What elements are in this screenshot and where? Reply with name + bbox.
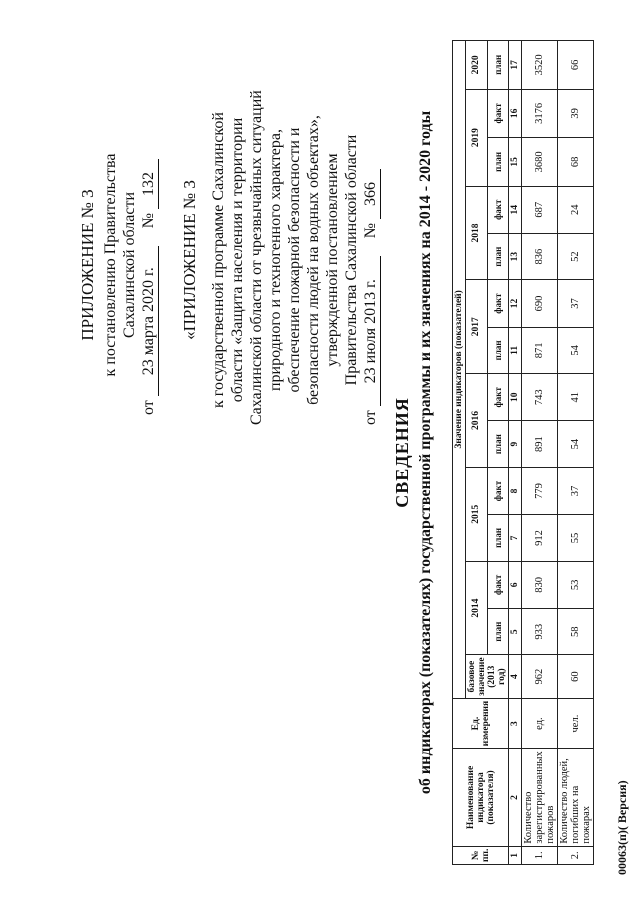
table-row — [522, 41, 558, 865]
row-value: 3176 — [522, 89, 558, 138]
row-value: 779 — [522, 467, 558, 514]
appendix-2-line: Сахалинской области от чрезвычайных ситуаций — [248, 90, 265, 425]
row-value: 68 — [558, 138, 594, 187]
header-fact: факт — [487, 467, 509, 514]
column-number: 14 — [509, 186, 522, 233]
header-plan: план — [487, 41, 509, 90]
header-plan: план — [487, 327, 509, 373]
row-value: 39 — [558, 89, 594, 138]
row-value: 54 — [558, 327, 594, 373]
column-number: 11 — [509, 327, 522, 373]
column-number: 16 — [509, 89, 522, 138]
row-value: 3680 — [522, 138, 558, 187]
appendix-1-block — [78, 115, 159, 415]
row-value: 55 — [558, 515, 594, 561]
table-row — [558, 41, 594, 865]
column-number: 10 — [509, 374, 522, 421]
row-value: 690 — [522, 280, 558, 327]
appendix-2-date-line — [361, 95, 381, 425]
header-year: 2017 — [466, 280, 488, 374]
header-values: Значение индикаторов (показателей) — [453, 41, 466, 699]
document-subtitle: об индикаторах (показателях) государственной программы и их значениях на 2014 - 2020 годы — [417, 110, 434, 795]
appendix-1-title: ПРИЛОЖЕНИЕ № 3 — [78, 189, 97, 341]
appendix-2-line: Правительства Сахалинской области — [343, 134, 360, 386]
row-value: 836 — [522, 233, 558, 279]
column-number: 13 — [509, 233, 522, 279]
row-name: Количество зарегистрированных пожаров — [522, 749, 558, 846]
row-unit: чел. — [558, 698, 594, 748]
row-num: 1. — [522, 846, 558, 864]
header-fact: факт — [487, 374, 509, 421]
row-value: 54 — [558, 421, 594, 467]
column-number-row — [509, 41, 522, 865]
row-value: 37 — [558, 280, 594, 327]
appendix-2-number: 366 — [361, 169, 381, 219]
document-title: СВЕДЕНИЯ — [392, 397, 412, 508]
header-num: № пп. — [453, 846, 509, 864]
appendix-2-line: природного и техногенного характера, — [267, 128, 284, 392]
column-number: 2 — [509, 749, 522, 846]
appendix-1-number: 132 — [139, 159, 159, 209]
column-number: 6 — [509, 561, 522, 608]
appendix-2-line: к государственной программе Сахалинской — [210, 112, 227, 408]
row-value: 24 — [558, 186, 594, 233]
table-header-row — [453, 41, 466, 865]
row-value: 871 — [522, 327, 558, 373]
column-number: 17 — [509, 41, 522, 90]
header-plan: план — [487, 421, 509, 467]
header-base: базовое значение (2013 год) — [466, 655, 509, 698]
row-base: 60 — [558, 655, 594, 698]
column-number: 8 — [509, 467, 522, 514]
row-value: 66 — [558, 41, 594, 90]
row-value: 912 — [522, 515, 558, 561]
header-year: 2015 — [466, 467, 488, 561]
header-fact: факт — [487, 561, 509, 608]
appendix-2-title: «ПРИЛОЖЕНИЕ № 3 — [180, 180, 199, 340]
appendix-2-block — [180, 90, 381, 425]
column-number: 7 — [509, 515, 522, 561]
row-name: Количество людей, погибших на пожарах — [558, 749, 594, 846]
appendix-2-line: безопасности людей на водных объектах», — [305, 115, 322, 405]
appendix-1-line1: к постановлению Правительства — [102, 153, 119, 377]
header-year: 2019 — [466, 89, 488, 186]
row-num: 2. — [558, 846, 594, 864]
header-year: 2016 — [466, 374, 488, 468]
row-value: 933 — [522, 608, 558, 654]
row-value: 41 — [558, 374, 594, 421]
appendix-1-line2: Сахалинской области — [121, 191, 138, 339]
column-number: 12 — [509, 280, 522, 327]
header-fact: факт — [487, 280, 509, 327]
column-number: 9 — [509, 421, 522, 467]
document-heading — [392, 0, 435, 905]
header-unit: Ед. измерения — [453, 698, 509, 748]
header-plan: план — [487, 138, 509, 187]
column-number: 5 — [509, 608, 522, 654]
row-value: 53 — [558, 561, 594, 608]
column-number: 4 — [509, 655, 522, 698]
row-value: 743 — [522, 374, 558, 421]
appendix-2-num-label: № — [362, 222, 379, 239]
version-footer: 00063(п)( Версия) — [615, 780, 629, 875]
column-number: 1 — [509, 846, 522, 864]
header-fact: факт — [487, 89, 509, 138]
header-year: 2018 — [466, 186, 488, 280]
header-year: 2014 — [466, 561, 488, 655]
row-unit: ед. — [522, 698, 558, 748]
header-year: 2020 — [466, 41, 488, 90]
appendix-2-line: утвержденной постановлением — [324, 153, 341, 367]
header-fact: факт — [487, 186, 509, 233]
row-value: 37 — [558, 467, 594, 514]
row-value: 687 — [522, 186, 558, 233]
header-plan: план — [487, 608, 509, 654]
row-value: 891 — [522, 421, 558, 467]
row-value: 58 — [558, 608, 594, 654]
appendix-1-date-line — [139, 115, 159, 415]
appendix-2-date: 23 июля 2013 г. — [361, 256, 381, 406]
appendix-2-line: области «Защита населения и территории — [229, 117, 246, 403]
header-plan: план — [487, 233, 509, 279]
header-plan: план — [487, 515, 509, 561]
appendix-2-line: обеспечение пожарной безопасности и — [286, 127, 303, 393]
appendix-2-from: от — [362, 410, 379, 425]
appendix-1-from: от — [140, 400, 157, 415]
row-value: 52 — [558, 233, 594, 279]
row-base: 962 — [522, 655, 558, 698]
header-name: Наименование индикатора (показателя) — [453, 749, 509, 846]
row-value: 3520 — [522, 41, 558, 90]
column-number: 3 — [509, 698, 522, 748]
column-number: 15 — [509, 138, 522, 187]
appendix-1-num-label: № — [140, 212, 157, 229]
row-value: 830 — [522, 561, 558, 608]
indicators-table — [452, 40, 594, 865]
appendix-1-date: 23 марта 2020 г. — [139, 246, 159, 396]
